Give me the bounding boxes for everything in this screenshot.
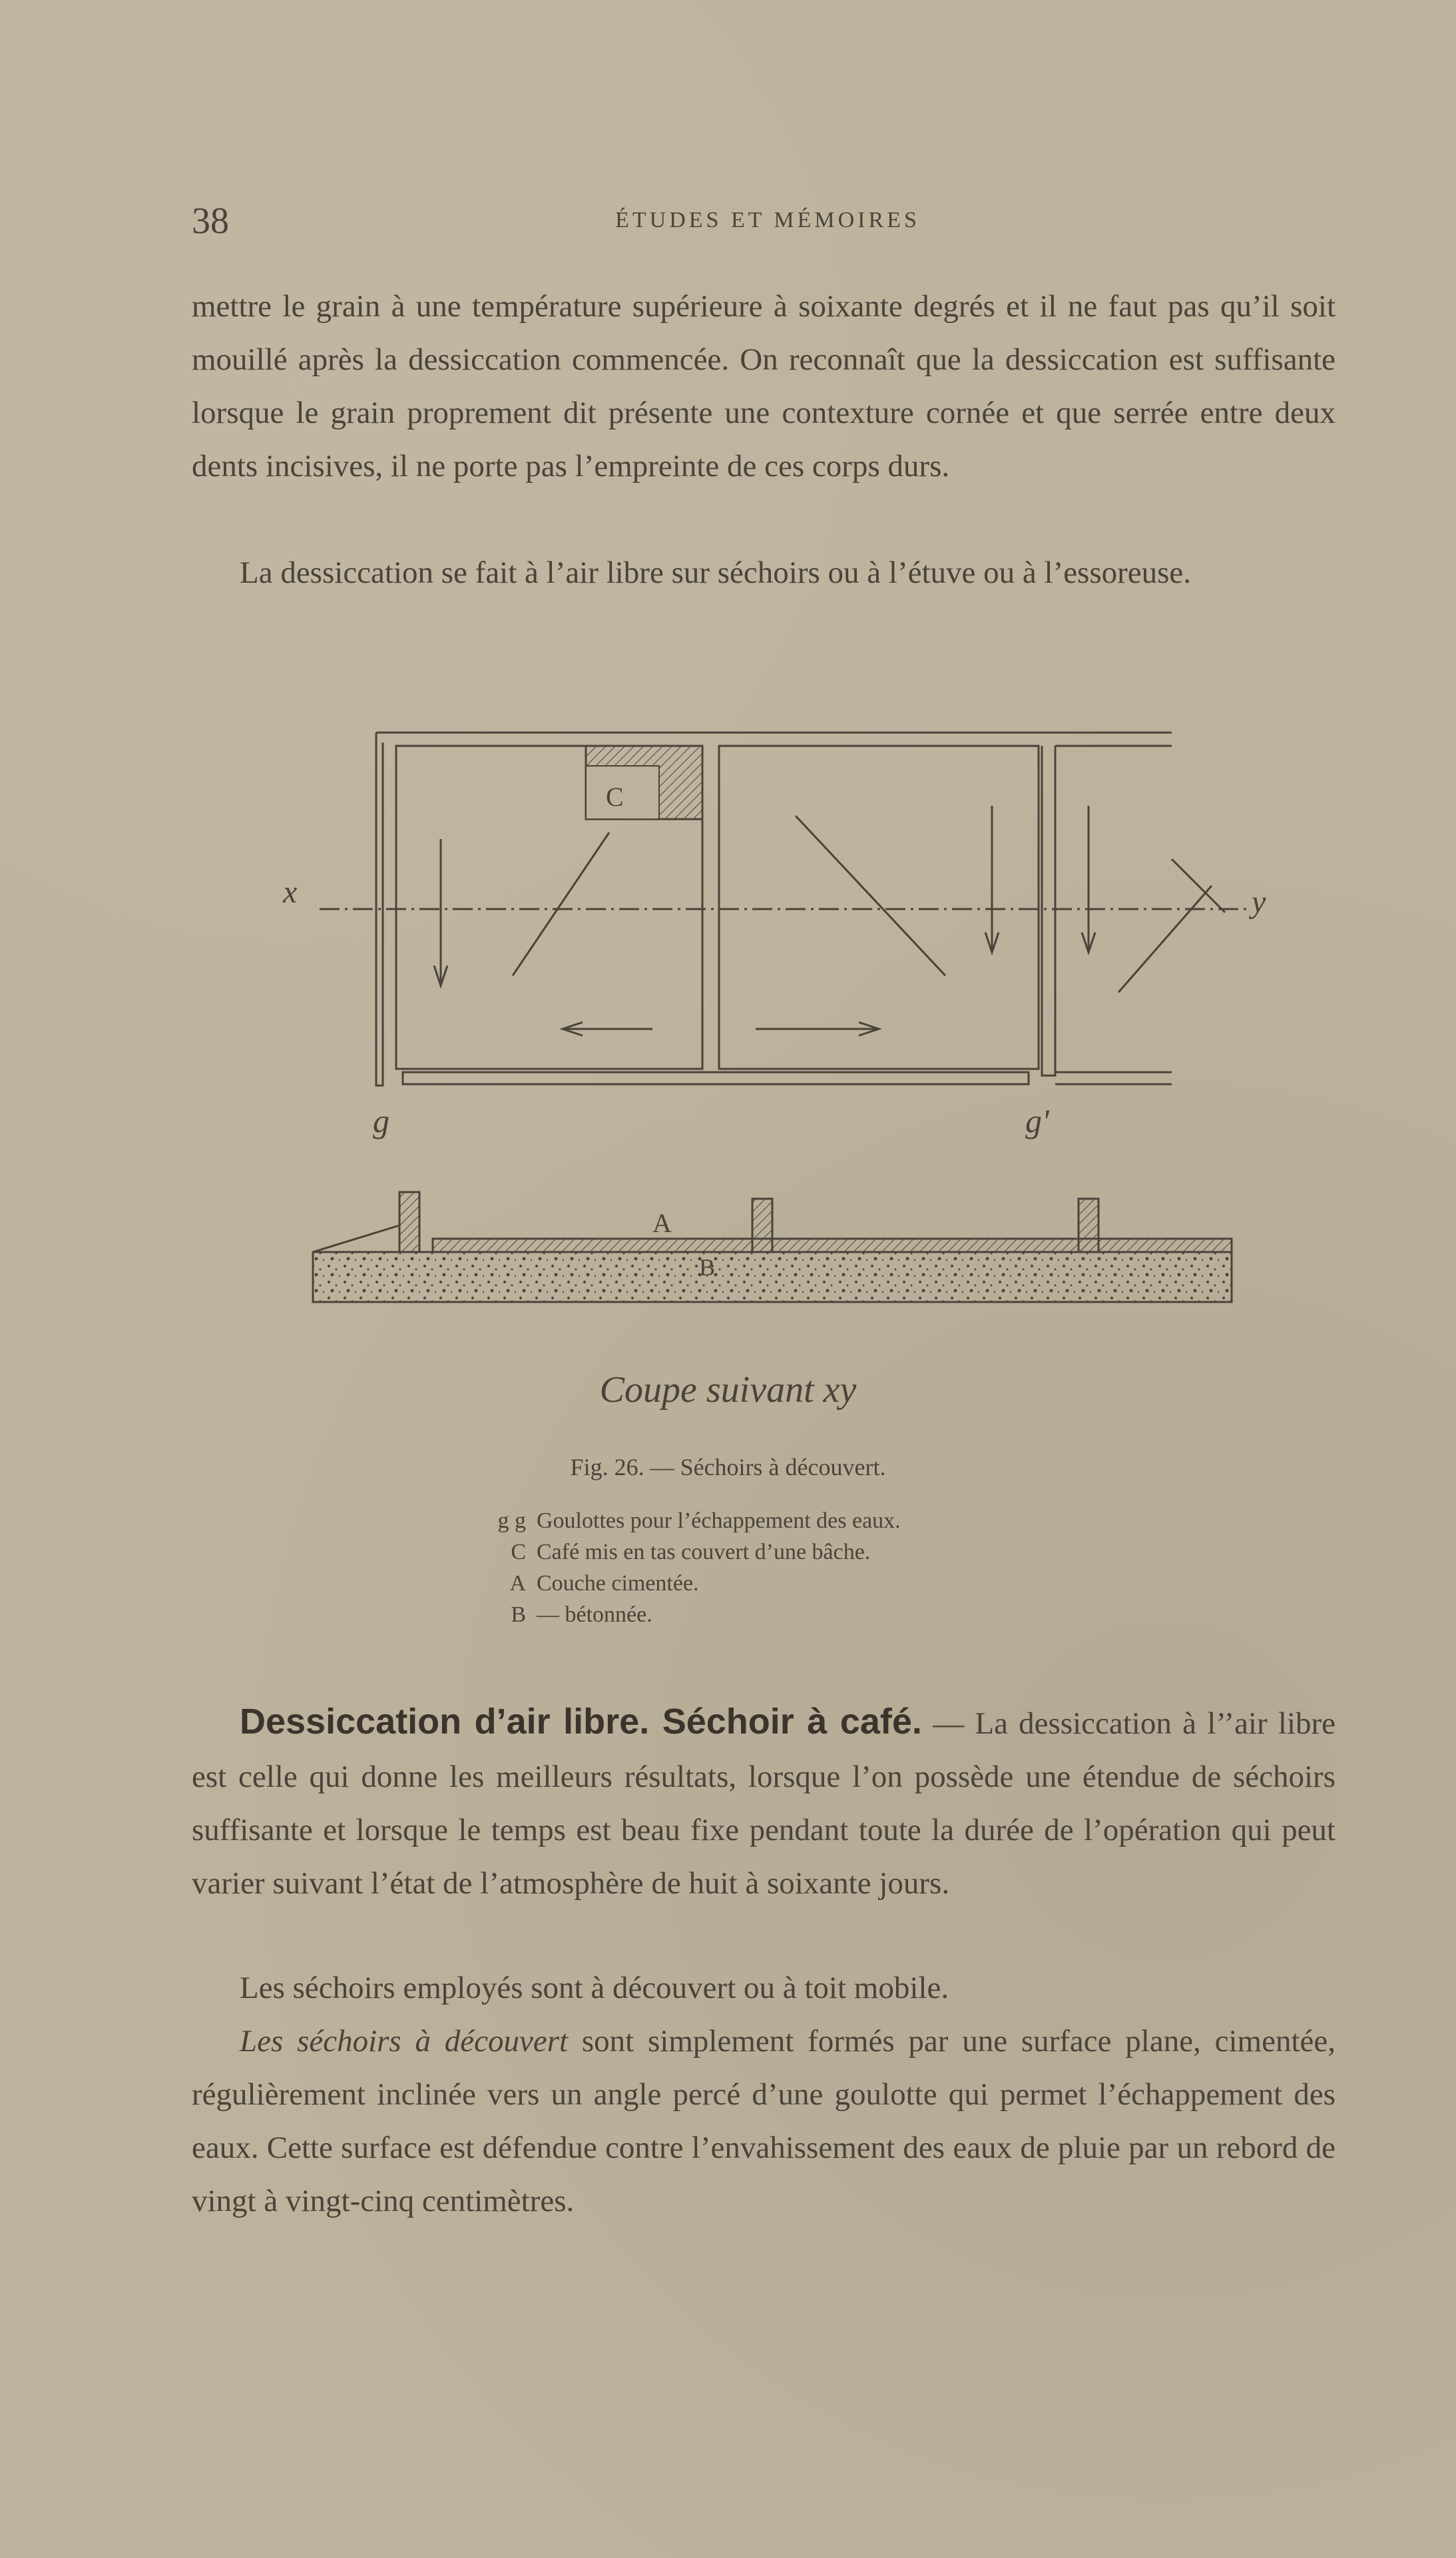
heading-dash: — <box>921 1706 975 1741</box>
label-c: C <box>606 782 624 812</box>
legend-row <box>466 1505 901 1536</box>
legend-text: Café mis en tas couvert d’une bâche. <box>537 1540 871 1564</box>
drying-yards-figure <box>246 719 1298 1359</box>
label-x: x <box>283 874 298 910</box>
legend-row <box>466 1599 901 1630</box>
label-a: A <box>652 1208 672 1238</box>
label-g: g <box>373 1102 389 1139</box>
figure-legend <box>466 1505 901 1630</box>
section-paragraph-3-lead: Les séchoirs à découvert <box>240 2024 569 2059</box>
legend-row <box>466 1536 901 1568</box>
section-paragraph-1 <box>192 1695 1335 1910</box>
page-header <box>192 200 1343 253</box>
legend-key: g g <box>497 1508 526 1533</box>
section-paragraph-3 <box>192 2015 1335 2228</box>
legend-key: C <box>511 1540 526 1564</box>
page-number: 38 <box>192 200 229 242</box>
section-paragraph-1-text: La dessiccation à l’’air libre est celle qui donne les meilleurs résultats, lorsque l’on possède une étendue de séchoirs suffisante et lorsque le temps est beau fixe pendant toute la durée de l’opération qui peut varier suivant l’état de l’atmosphère de huit à soixante jours. <box>192 1706 1336 1901</box>
section-paragraph-2: Les séchoirs employés sont à découvert ou à toit mobile. <box>240 1971 949 2005</box>
intro-paragraph-2: La dessiccation se fait à l’air libre sur séchoirs ou à l’étuve ou à l’essoreuse. <box>240 555 1192 590</box>
legend-key: A <box>509 1571 526 1596</box>
label-y: y <box>1252 884 1266 920</box>
legend-row <box>466 1568 901 1599</box>
label-g-prime: g' <box>1025 1102 1049 1139</box>
legend-text: — bétonnée. <box>537 1602 652 1627</box>
legend-key: B <box>511 1602 526 1627</box>
running-head: ÉTUDES ET MÉMOIRES <box>615 208 920 232</box>
intro-paragraph-1: mettre le grain à une température supérieure à soixante degrés et il ne faut pas qu’il soit mouillé après la dessiccation commencée. On reconnaît que la dessiccation est suffisante lorsque le grain proprement dit présente une contexture cornée et que serrée entre deux dents incisives, il ne porte pas l’empreinte de ces corps durs. <box>192 289 1335 483</box>
legend-text: Couche cimentée. <box>537 1571 699 1596</box>
label-b: B <box>699 1254 716 1281</box>
section-caption: Coupe suivant xy <box>599 1369 857 1411</box>
figure-title: Fig. 26. — Séchoirs à découvert. <box>570 1454 886 1480</box>
section-heading: Dessiccation d’air libre. Séchoir à café. <box>240 1702 922 1742</box>
legend-text: Goulottes pour l’échappement des eaux. <box>537 1508 901 1533</box>
section-paragraph-3-text: sont simplement formés par une surface plane, cimentée, régulièrement inclinée vers un angle percé d’une goulotte qui permet l’échappement des eaux. Cette surface est défendue contre l’envahissement des eaux de pluie par un rebord de vingt à vingt-cinq centimètres. <box>192 2024 1335 2218</box>
